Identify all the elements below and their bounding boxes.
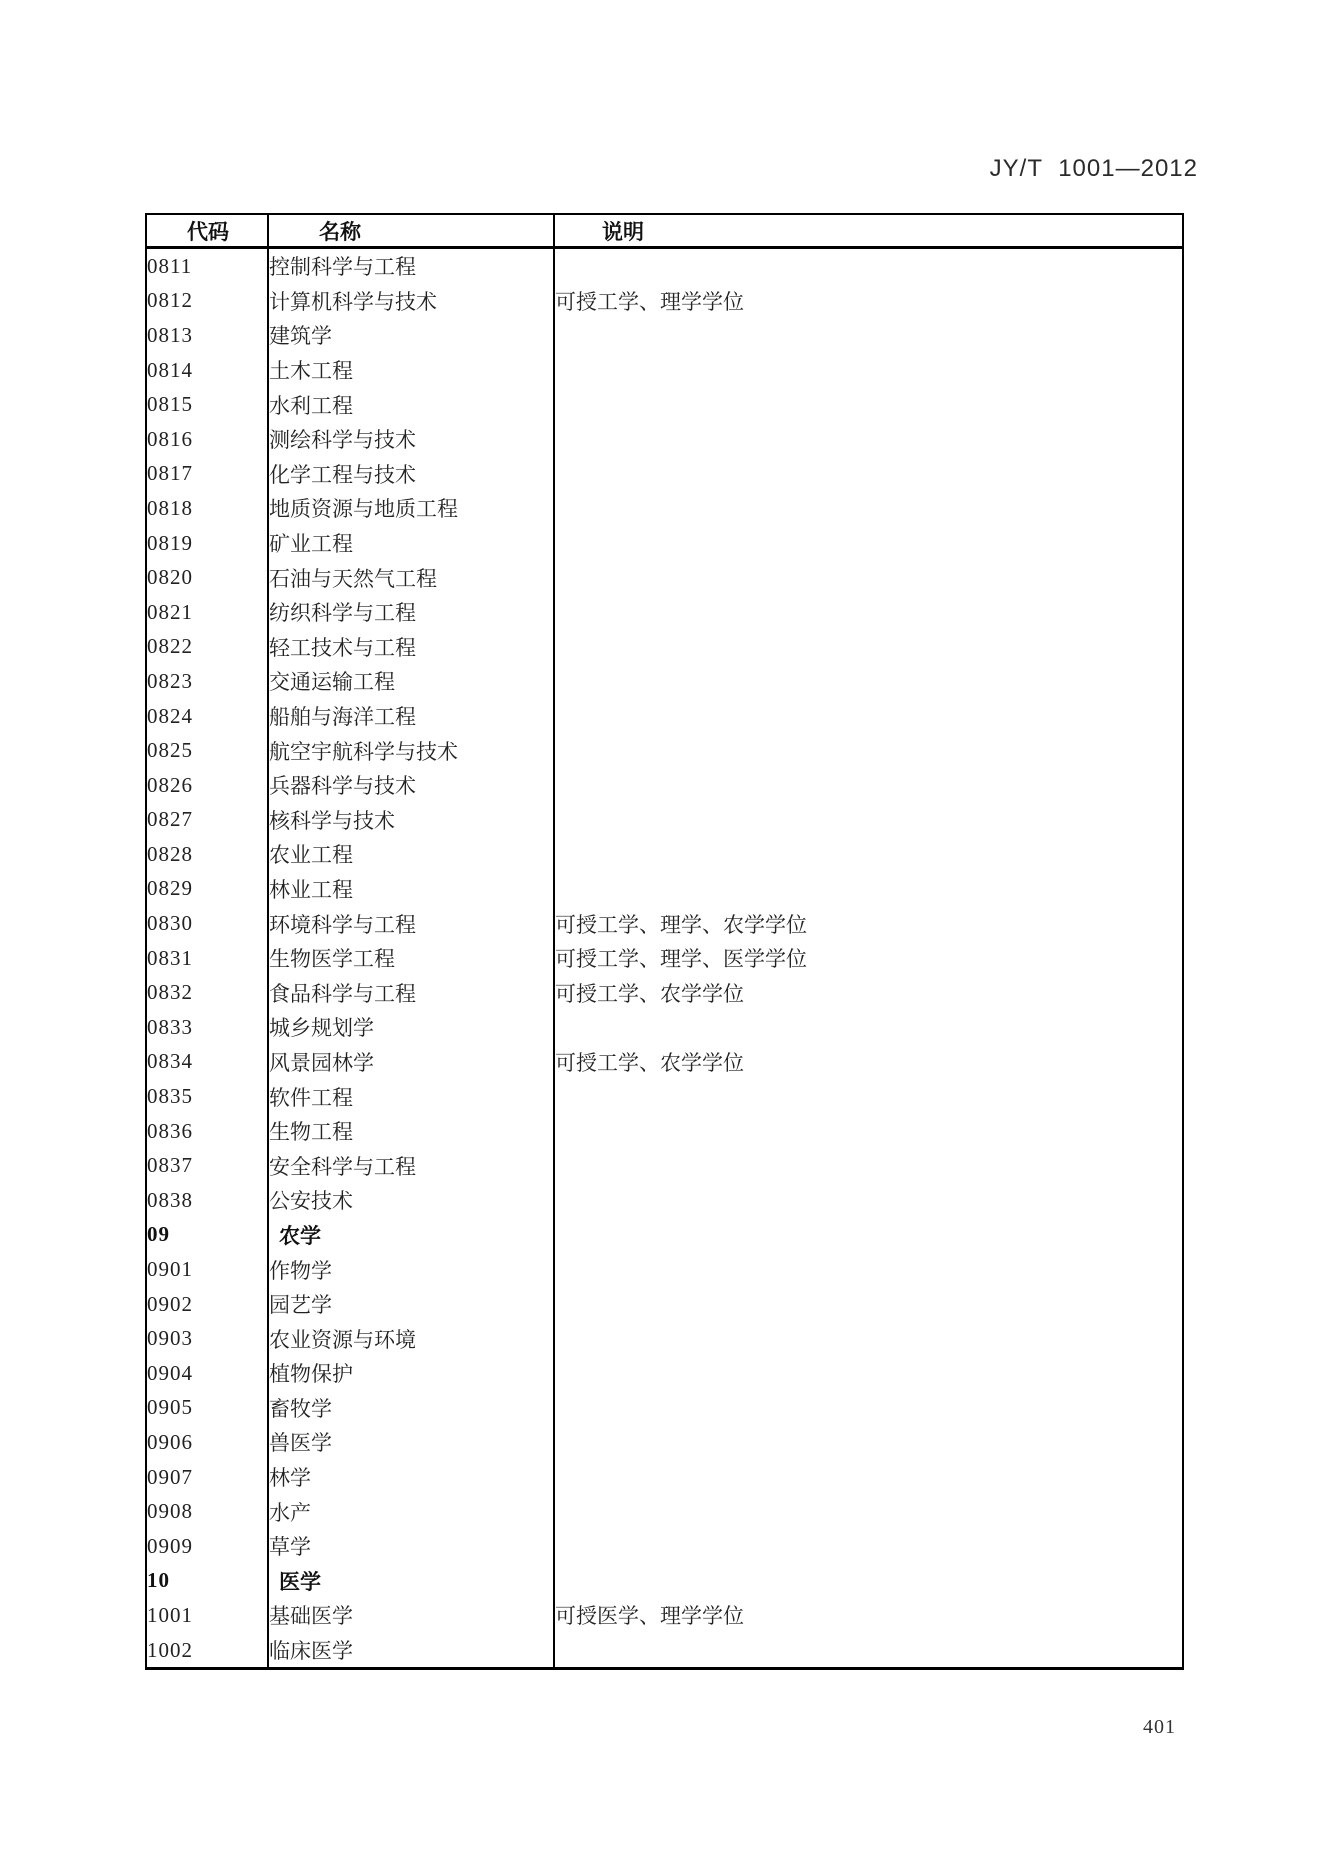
cell-name: 林业工程 <box>268 872 554 907</box>
cell-name: 草学 <box>268 1529 554 1564</box>
cell-code: 0904 <box>146 1356 268 1391</box>
column-header-name: 名称 <box>268 214 554 248</box>
cell-name: 林学 <box>268 1460 554 1495</box>
header-row <box>146 214 1183 248</box>
table-row <box>146 768 1183 803</box>
cell-desc <box>554 1425 1183 1460</box>
cell-code: 0825 <box>146 733 268 768</box>
cell-code: 0909 <box>146 1529 268 1564</box>
cell-name: 纺织科学与工程 <box>268 595 554 630</box>
table-row <box>146 1460 1183 1495</box>
cell-name: 农学 <box>268 1218 554 1253</box>
cell-code: 0816 <box>146 422 268 457</box>
table-row <box>146 1356 1183 1391</box>
cell-desc <box>554 733 1183 768</box>
cell-name: 土木工程 <box>268 353 554 388</box>
cell-name: 安全科学与工程 <box>268 1148 554 1183</box>
cell-desc <box>554 1460 1183 1495</box>
table-row <box>146 1079 1183 1114</box>
cell-desc <box>554 353 1183 388</box>
table-row <box>146 526 1183 561</box>
table-row <box>146 1633 1183 1669</box>
cell-code: 0813 <box>146 318 268 353</box>
cell-desc <box>554 1218 1183 1253</box>
cell-desc <box>554 1079 1183 1114</box>
table-row <box>146 1252 1183 1287</box>
cell-name: 石油与天然气工程 <box>268 560 554 595</box>
table-row <box>146 1114 1183 1149</box>
cell-desc <box>554 1321 1183 1356</box>
cell-desc <box>554 664 1183 699</box>
table-row <box>146 1287 1183 1322</box>
cell-code: 0907 <box>146 1460 268 1495</box>
cell-code: 1002 <box>146 1633 268 1669</box>
table-row <box>146 664 1183 699</box>
category-row <box>146 1564 1183 1599</box>
cell-name: 化学工程与技术 <box>268 457 554 492</box>
cell-desc <box>554 457 1183 492</box>
cell-desc <box>554 872 1183 907</box>
cell-code: 0901 <box>146 1252 268 1287</box>
cell-desc <box>554 1494 1183 1529</box>
cell-desc <box>554 491 1183 526</box>
cell-name: 环境科学与工程 <box>268 906 554 941</box>
cell-desc <box>554 1564 1183 1599</box>
table-row <box>146 699 1183 734</box>
table-row <box>146 941 1183 976</box>
cell-desc <box>554 1529 1183 1564</box>
cell-code: 0835 <box>146 1079 268 1114</box>
cell-code: 0902 <box>146 1287 268 1322</box>
page-number: 401 <box>1143 1716 1176 1738</box>
category-row <box>146 1218 1183 1253</box>
cell-desc: 可授工学、理学、农学学位 <box>555 912 807 937</box>
cell-desc <box>554 768 1183 803</box>
table-row <box>146 1321 1183 1356</box>
table-row <box>146 1598 1183 1633</box>
cell-desc: 可授工学、理学、医学学位 <box>555 947 807 972</box>
cell-code: 0820 <box>146 560 268 595</box>
table-row <box>146 1391 1183 1426</box>
cell-name: 基础医学 <box>268 1598 554 1633</box>
discipline-code-table <box>145 213 1184 1670</box>
table-row <box>146 1529 1183 1564</box>
cell-desc <box>554 699 1183 734</box>
table-header <box>146 214 1183 248</box>
cell-name: 控制科学与工程 <box>268 248 554 284</box>
cell-name: 航空宇航科学与技术 <box>268 733 554 768</box>
cell-name: 轻工技术与工程 <box>268 630 554 665</box>
column-header-code: 代码 <box>146 214 268 248</box>
cell-name: 农业工程 <box>268 837 554 872</box>
cell-name: 船舶与海洋工程 <box>268 699 554 734</box>
cell-code: 0832 <box>146 975 268 1010</box>
table-row <box>146 318 1183 353</box>
cell-name: 矿业工程 <box>268 526 554 561</box>
cell-desc <box>554 248 1183 284</box>
cell-desc <box>554 526 1183 561</box>
table-row <box>146 422 1183 457</box>
cell-name: 测绘科学与技术 <box>268 422 554 457</box>
cell-code: 0827 <box>146 803 268 838</box>
cell-code: 0822 <box>146 630 268 665</box>
table-row <box>146 248 1183 284</box>
cell-name: 风景园林学 <box>268 1045 554 1080</box>
cell-code: 0903 <box>146 1321 268 1356</box>
table-row <box>146 1010 1183 1045</box>
table-body <box>146 248 1183 1669</box>
cell-desc <box>554 318 1183 353</box>
table-row <box>146 872 1183 907</box>
cell-desc <box>554 595 1183 630</box>
cell-code: 0821 <box>146 595 268 630</box>
cell-code: 0829 <box>146 872 268 907</box>
cell-name: 植物保护 <box>268 1356 554 1391</box>
cell-name: 交通运输工程 <box>268 664 554 699</box>
table-row <box>146 595 1183 630</box>
cell-desc <box>554 560 1183 595</box>
cell-code: 0838 <box>146 1183 268 1218</box>
cell-desc <box>554 630 1183 665</box>
cell-name: 生物工程 <box>268 1114 554 1149</box>
cell-name: 医学 <box>268 1564 554 1599</box>
cell-desc: 可授工学、农学学位 <box>555 1050 744 1075</box>
cell-code: 0837 <box>146 1148 268 1183</box>
cell-desc <box>554 1010 1183 1045</box>
cell-desc <box>554 803 1183 838</box>
cell-code: 0906 <box>146 1425 268 1460</box>
cell-code: 0824 <box>146 699 268 734</box>
table-row <box>146 1494 1183 1529</box>
cell-name: 水产 <box>268 1494 554 1529</box>
cell-name: 软件工程 <box>268 1079 554 1114</box>
cell-code: 0811 <box>146 248 268 284</box>
cell-name: 农业资源与环境 <box>268 1321 554 1356</box>
cell-code: 0908 <box>146 1494 268 1529</box>
cell-name: 食品科学与工程 <box>268 975 554 1010</box>
cell-code: 0812 <box>146 284 268 319</box>
cell-desc <box>554 1252 1183 1287</box>
cell-name: 地质资源与地质工程 <box>268 491 554 526</box>
cell-name: 园艺学 <box>268 1287 554 1322</box>
cell-code: 0830 <box>146 906 268 941</box>
cell-code: 0818 <box>146 491 268 526</box>
cell-desc <box>554 1148 1183 1183</box>
cell-desc <box>554 1287 1183 1322</box>
table-row <box>146 560 1183 595</box>
cell-desc <box>554 422 1183 457</box>
cell-code: 0905 <box>146 1391 268 1426</box>
table-row <box>146 906 1183 941</box>
cell-code: 0836 <box>146 1114 268 1149</box>
cell-code: 1001 <box>146 1598 268 1633</box>
cell-code: 0834 <box>146 1045 268 1080</box>
cell-desc: 可授医学、理学学位 <box>555 1604 744 1629</box>
cell-code: 0823 <box>146 664 268 699</box>
cell-desc <box>554 387 1183 422</box>
cell-name: 核科学与技术 <box>268 803 554 838</box>
cell-desc <box>554 1183 1183 1218</box>
cell-desc: 可授工学、理学学位 <box>555 289 744 314</box>
cell-code: 0833 <box>146 1010 268 1045</box>
table-row <box>146 733 1183 768</box>
cell-code: 0817 <box>146 457 268 492</box>
cell-desc <box>554 1391 1183 1426</box>
cell-desc: 可授工学、农学学位 <box>555 981 744 1006</box>
cell-desc <box>554 1356 1183 1391</box>
cell-name: 生物医学工程 <box>268 941 554 976</box>
cell-name: 水利工程 <box>268 387 554 422</box>
cell-name: 作物学 <box>268 1252 554 1287</box>
cell-code: 0831 <box>146 941 268 976</box>
table-row <box>146 491 1183 526</box>
cell-desc <box>554 1114 1183 1149</box>
cell-name: 兽医学 <box>268 1425 554 1460</box>
table-row <box>146 387 1183 422</box>
cell-name: 建筑学 <box>268 318 554 353</box>
table-row <box>146 284 1183 319</box>
table-row <box>146 1148 1183 1183</box>
cell-name: 兵器科学与技术 <box>268 768 554 803</box>
cell-code: 0826 <box>146 768 268 803</box>
table-row <box>146 353 1183 388</box>
cell-name: 畜牧学 <box>268 1391 554 1426</box>
cell-code: 0814 <box>146 353 268 388</box>
cell-name: 公安技术 <box>268 1183 554 1218</box>
cell-name: 城乡规划学 <box>268 1010 554 1045</box>
standard-number: JY/T 1001—2012 <box>989 155 1198 182</box>
table-row <box>146 837 1183 872</box>
table-row <box>146 457 1183 492</box>
cell-name: 临床医学 <box>268 1633 554 1669</box>
table-row <box>146 1045 1183 1080</box>
cell-code: 09 <box>146 1218 268 1253</box>
cell-desc <box>554 837 1183 872</box>
column-header-description: 说明 <box>554 214 1183 248</box>
cell-desc <box>554 1633 1183 1669</box>
cell-code: 0828 <box>146 837 268 872</box>
table-row <box>146 1183 1183 1218</box>
table-row <box>146 1425 1183 1460</box>
cell-name: 计算机科学与技术 <box>268 284 554 319</box>
table-row <box>146 975 1183 1010</box>
table-row <box>146 630 1183 665</box>
table-row <box>146 803 1183 838</box>
cell-code: 0815 <box>146 387 268 422</box>
cell-code: 10 <box>146 1564 268 1599</box>
cell-code: 0819 <box>146 526 268 561</box>
